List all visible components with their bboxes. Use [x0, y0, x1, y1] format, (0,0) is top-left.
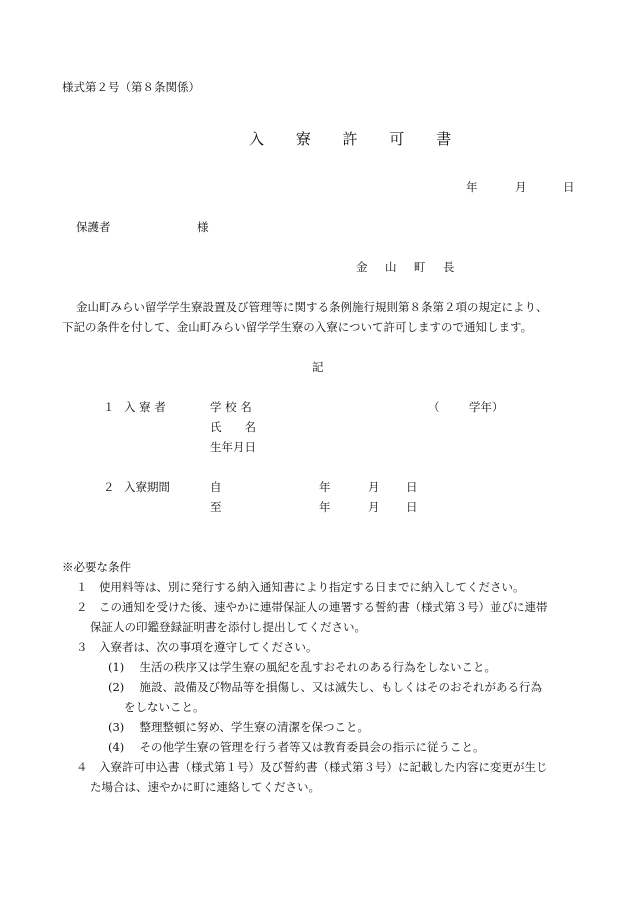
to-month: 月 — [368, 500, 380, 514]
item2-label: 入寮期間 — [124, 480, 170, 494]
condition-4-line-1: ４ 入寮許可申込書（様式第１号）及び誓約書（様式第３号）に記載した内容に変更が生じ — [76, 760, 548, 774]
grade-label: 学年） — [469, 400, 504, 414]
date-month: 月 — [515, 180, 527, 194]
recipient-label: 保護者 — [76, 220, 111, 234]
grade-open-paren: （ — [428, 400, 440, 414]
period-to-label: 至 — [210, 500, 222, 514]
condition-2-line-2: 保証人の印鑑登録証明書を添付し提出してください。 — [90, 620, 366, 634]
condition-3-3: (3) 整理整頓に努め、学生寮の清潔を保つこと。 — [108, 720, 369, 734]
body-line-2: 下記の条件を付して、金山町みらい留学学生寮の入寮について許可しますので通知します。 — [62, 320, 533, 334]
item2-number: ２ — [103, 480, 115, 494]
item1-label: 入 寮 者 — [124, 400, 166, 414]
condition-3-2-line-1: (2) 施設、設備及び物品等を損傷し、又は滅失し、もしくはそのおそれがある行為 — [108, 680, 542, 694]
to-year: 年 — [319, 500, 331, 514]
condition-2-line-1: ２ この通知を受けた後、速やかに連帯保証人の連署する誓約書（様式第３号）並びに連帯 — [76, 600, 548, 614]
from-day: 日 — [406, 480, 418, 494]
school-label: 学 校 名 — [210, 400, 252, 414]
issuer: 金 山 町 長 — [356, 260, 462, 274]
date-year: 年 — [466, 180, 478, 194]
from-month: 月 — [368, 480, 380, 494]
condition-1: １ 使用料等は、別に発行する納入通知書により指定する日までに納入してください。 — [76, 580, 525, 594]
item1-number: １ — [103, 400, 115, 414]
period-from-label: 自 — [210, 480, 222, 494]
recipient-honorific: 様 — [197, 220, 209, 234]
body-line-1: 金山町みらい留学学生寮設置及び管理等に関する条例施行規則第８条第２項の規定により、 — [76, 300, 548, 314]
ki-heading: 記 — [312, 360, 324, 374]
conditions-heading: ※必要な条件 — [62, 560, 131, 574]
condition-3: ３ 入寮者は、次の事項を遵守してください。 — [76, 640, 318, 654]
condition-3-1: (1) 生活の秩序又は学生寮の風紀を乱すおそれのある行為をしないこと。 — [108, 660, 496, 674]
birthdate-label: 生年月日 — [210, 440, 256, 454]
condition-4-line-2: た場合は、速やかに町に連絡してください。 — [90, 780, 320, 794]
to-day: 日 — [406, 500, 418, 514]
name-label: 氏 名 — [210, 420, 256, 434]
condition-3-4: (4) その他学生寮の管理を行う者等又は教育委員会の指示に従うこと。 — [108, 740, 485, 754]
document-title: 入 寮 許 可 書 — [249, 130, 465, 148]
from-year: 年 — [319, 480, 331, 494]
form-label: 様式第２号（第８条関係） — [62, 80, 200, 94]
condition-3-2-line-2: をしないこと。 — [124, 700, 205, 714]
date-day: 日 — [563, 180, 575, 194]
